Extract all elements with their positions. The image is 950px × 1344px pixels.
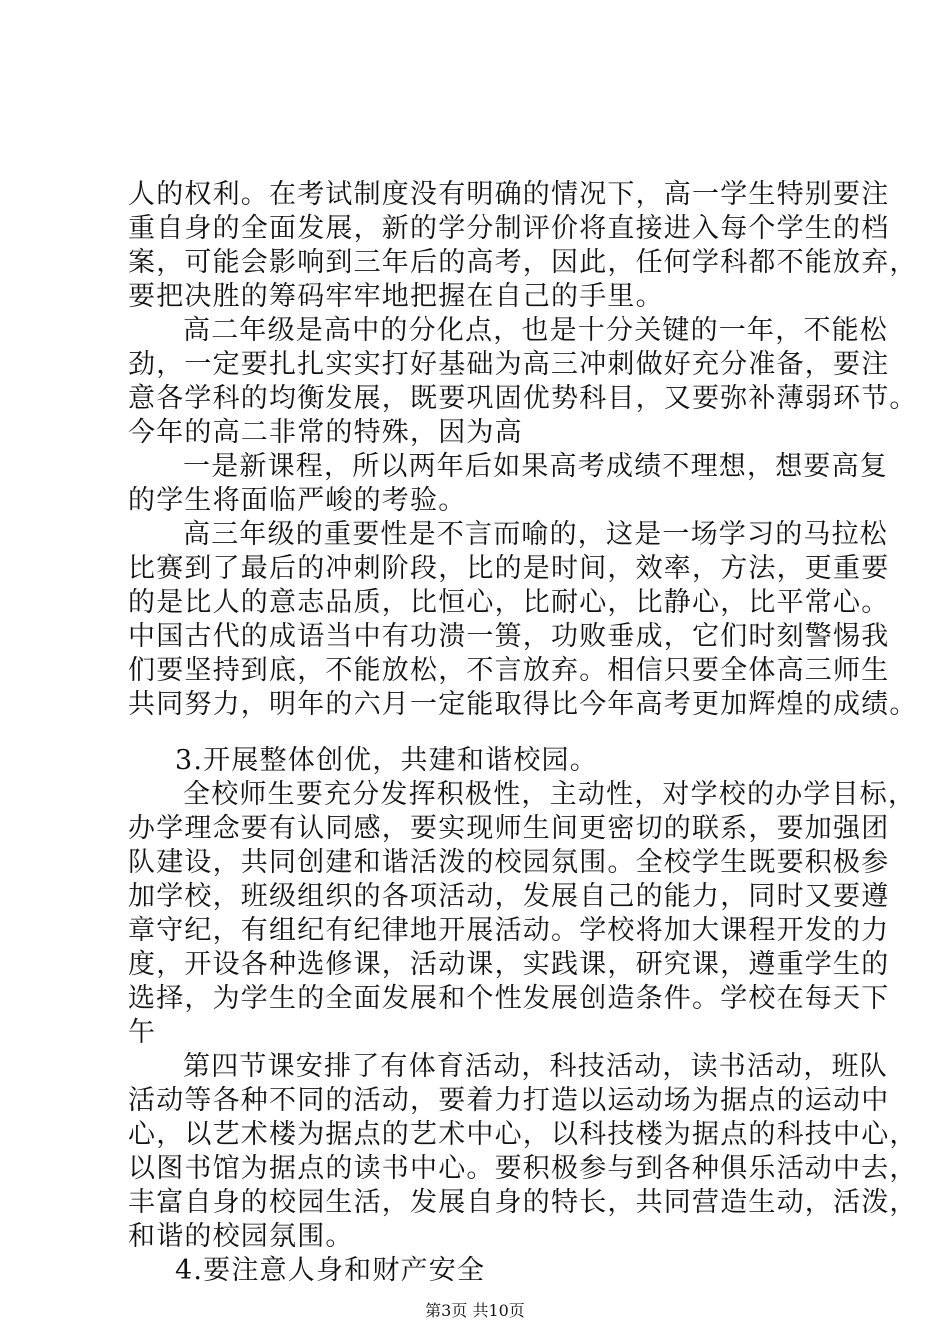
page-number-footer: 第3页 共10页: [425, 1301, 525, 1320]
paragraph-5-line-6: 度，开设各种选修课，活动课，实践课，研究课，遵重学生的: [128, 949, 890, 980]
paragraph-6-line-4: 以图书馆为据点的读书中心。要积极参与到各种俱乐活动中去，: [128, 1153, 918, 1184]
paragraph-6-line-2: 活动等各种不同的活动，要着力打造以运动场为据点的运动中: [128, 1085, 890, 1116]
paragraph-4-line-2: 比赛到了最后的冲刺阶段，比的是时间，效率，方法，更重要: [128, 553, 890, 584]
paragraph-5-line-5: 章守纪，有组纪有纪律地开展活动。学校将加大课程开发的力: [128, 915, 890, 946]
paragraph-6-line-5: 丰富自身的校园生活，发展自身的特长，共同营造生动，活泼，: [128, 1187, 918, 1218]
paragraph-1-line-2: 重自身的全面发展，新的学分制评价将直接进入每个学生的档: [128, 213, 890, 244]
paragraph-5-line-1: 全校师生要充分发挥积极性，主动性，对学校的办学目标，: [183, 779, 917, 810]
paragraph-2-line-4: 今年的高二非常的特殊，因为高: [128, 417, 523, 448]
paragraph-6-line-1: 第四节课安排了有体育活动，科技活动，读书活动，班队: [183, 1051, 888, 1082]
paragraph-3-line-2: 的学生将面临严峻的考验。: [128, 485, 467, 516]
paragraph-4-line-1: 高三年级的重要性是不言而喻的，这是一场学习的马拉松: [183, 519, 888, 550]
paragraph-5-line-4: 加学校，班级组织的各项活动，发展自己的能力，同时又要遵: [128, 881, 890, 912]
paragraph-6-line-3: 心，以艺术楼为据点的艺术中心，以科技楼为据点的科技中心，: [128, 1119, 918, 1150]
paragraph-4-line-6: 共同努力，明年的六月一定能取得比今年高考更加辉煌的成绩。: [128, 689, 918, 720]
paragraph-4-line-5: 们要坚持到底，不能放松，不言放弃。相信只要全体高三师生: [128, 655, 890, 686]
paragraph-5-line-2: 办学理念要有认同感，要实现师生间更密切的联系，要加强团: [128, 813, 890, 844]
paragraph-5-line-3: 队建设，共同创建和谐活泼的校园氛围。全校学生既要积极参: [128, 847, 890, 878]
paragraph-2-line-3: 意各学科的均衡发展，既要巩固优势科目，又要弥补薄弱环节。: [128, 383, 918, 414]
paragraph-5-line-8: 午: [128, 1017, 157, 1048]
paragraph-6-line-6: 和谐的校园氛围。: [128, 1221, 354, 1252]
paragraph-3-line-1: 一是新课程，所以两年后如果高考成绩不理想，想要高复: [183, 451, 888, 482]
section-4-heading: 4.要注意人身和财产安全: [175, 1255, 486, 1286]
paragraph-1-line-3: 案，可能会影响到三年后的高考，因此，任何学科都不能放弃，: [128, 247, 918, 278]
paragraph-2-line-1: 高二年级是高中的分化点，也是十分关键的一年，不能松: [183, 315, 888, 346]
paragraph-1-line-1: 人的权利。在考试制度没有明确的情况下，高一学生特别要注: [128, 179, 890, 210]
paragraph-4-line-4: 中国古代的成语当中有功溃一篑，功败垂成，它们时刻警惕我: [128, 621, 890, 652]
paragraph-1-line-4: 要把决胜的筹码牢牢地把握在自己的手里。: [128, 281, 664, 312]
paragraph-2-line-2: 劲，一定要扎扎实实打好基础为高三冲刺做好充分准备，要注: [128, 349, 890, 380]
paragraph-5-line-7: 选择，为学生的全面发展和个性发展创造条件。学校在每天下: [128, 983, 890, 1014]
section-3-heading: 3.开展整体创优，共建和谐校园。: [175, 745, 598, 776]
paragraph-4-line-3: 的是比人的意志品质，比恒心，比耐心，比静心，比平常心。: [128, 587, 890, 618]
